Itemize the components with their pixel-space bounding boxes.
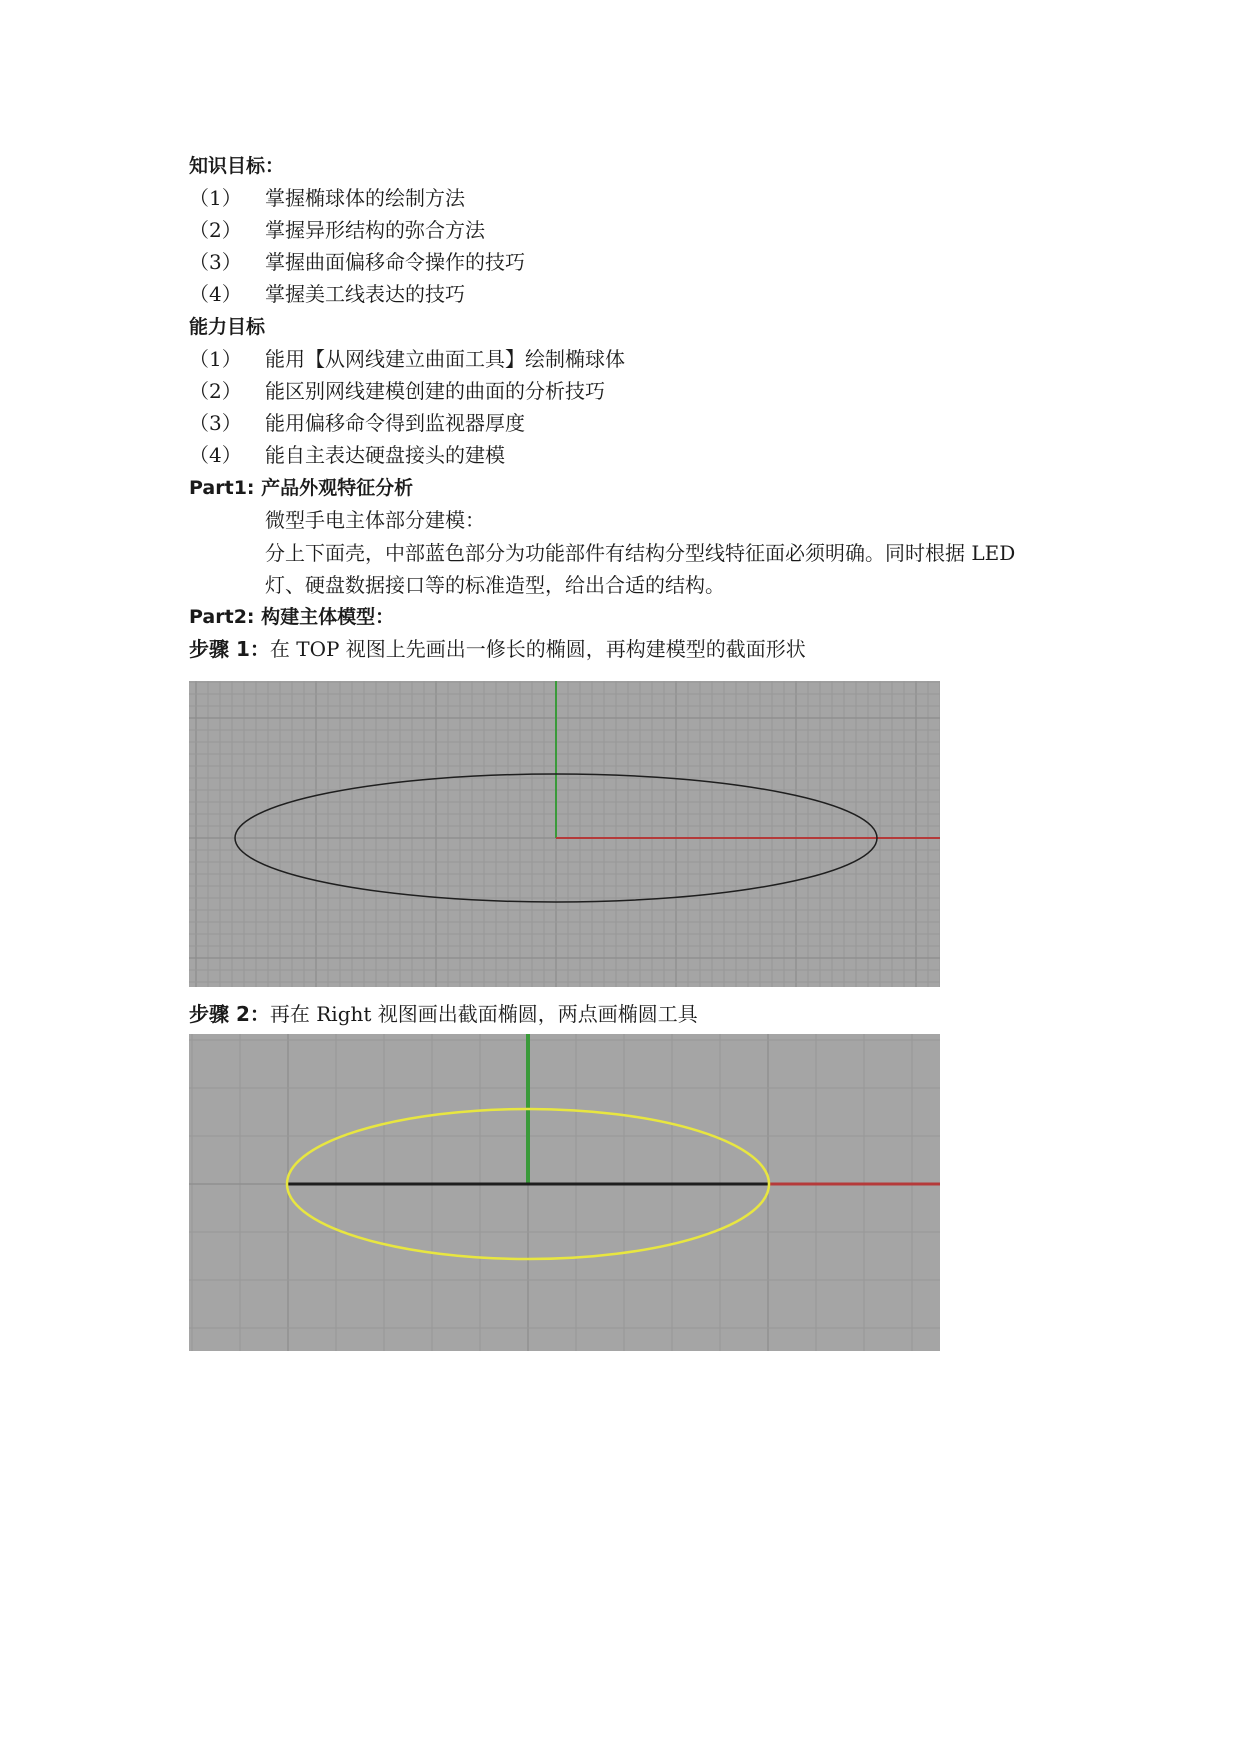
- item-number: （4）: [189, 443, 242, 467]
- step2-label: 步骤 2：: [189, 1002, 270, 1026]
- item-number: （3）: [189, 411, 242, 435]
- knowledge-goals-heading: 知识目标：: [189, 155, 285, 177]
- part1-body-line: 分上下面壳，中部蓝色部分为功能部件有结构分型线特征面必须明确。同时根据 LED: [265, 541, 1016, 565]
- ability-item: [189, 407, 525, 439]
- part1-body-line: 灯、硬盘数据接口等的标准造型，给出合适的结构。: [265, 573, 725, 597]
- viewport-grid: [189, 1034, 940, 1351]
- item-text: 能用偏移命令得到监视器厚度: [265, 411, 525, 435]
- item-text: 掌握椭球体的绘制方法: [265, 186, 465, 210]
- top-viewport-canvas: [189, 681, 940, 987]
- item-text: 能区别网线建模创建的曲面的分析技巧: [265, 379, 605, 403]
- right-viewport-canvas: [189, 1034, 940, 1351]
- item-text: 掌握美工线表达的技巧: [265, 282, 465, 306]
- step1-label: 步骤 1：: [189, 637, 270, 661]
- step2-text: 再在 Right 视图画出截面椭圆，两点画椭圆工具: [269, 1002, 698, 1026]
- item-text: 能用【从网线建立曲面工具】绘制椭球体: [265, 347, 625, 371]
- step1-caption: [189, 633, 806, 665]
- item-number: （1）: [189, 186, 242, 210]
- ability-item: [189, 343, 625, 375]
- knowledge-item: [189, 214, 485, 246]
- part2-heading: Part2: 构建主体模型：: [189, 606, 395, 628]
- ability-item: [189, 439, 505, 471]
- item-text: 能自主表达硬盘接头的建模: [265, 443, 505, 467]
- knowledge-item: [189, 278, 465, 310]
- item-number: （2）: [189, 379, 242, 403]
- step1-text: 在 TOP 视图上先画出一修长的椭圆，再构建模型的截面形状: [269, 637, 806, 661]
- knowledge-item: [189, 182, 465, 214]
- knowledge-item: [189, 246, 525, 278]
- ability-item: [189, 375, 605, 407]
- part1-subtitle: 微型手电主体部分建模：: [265, 508, 485, 532]
- item-number: （4）: [189, 282, 242, 306]
- step2-caption: [189, 998, 698, 1030]
- item-number: （3）: [189, 250, 242, 274]
- top-viewport-image: [189, 681, 940, 987]
- right-viewport-image: [189, 1034, 940, 1351]
- item-number: （2）: [189, 218, 242, 242]
- ability-goals-heading: 能力目标: [189, 316, 266, 338]
- item-number: （1）: [189, 347, 242, 371]
- viewport-grid: [189, 681, 940, 987]
- item-text: 掌握曲面偏移命令操作的技巧: [265, 250, 525, 274]
- part1-heading: Part1: 产品外观特征分析: [189, 477, 414, 499]
- item-text: 掌握异形结构的弥合方法: [265, 218, 485, 242]
